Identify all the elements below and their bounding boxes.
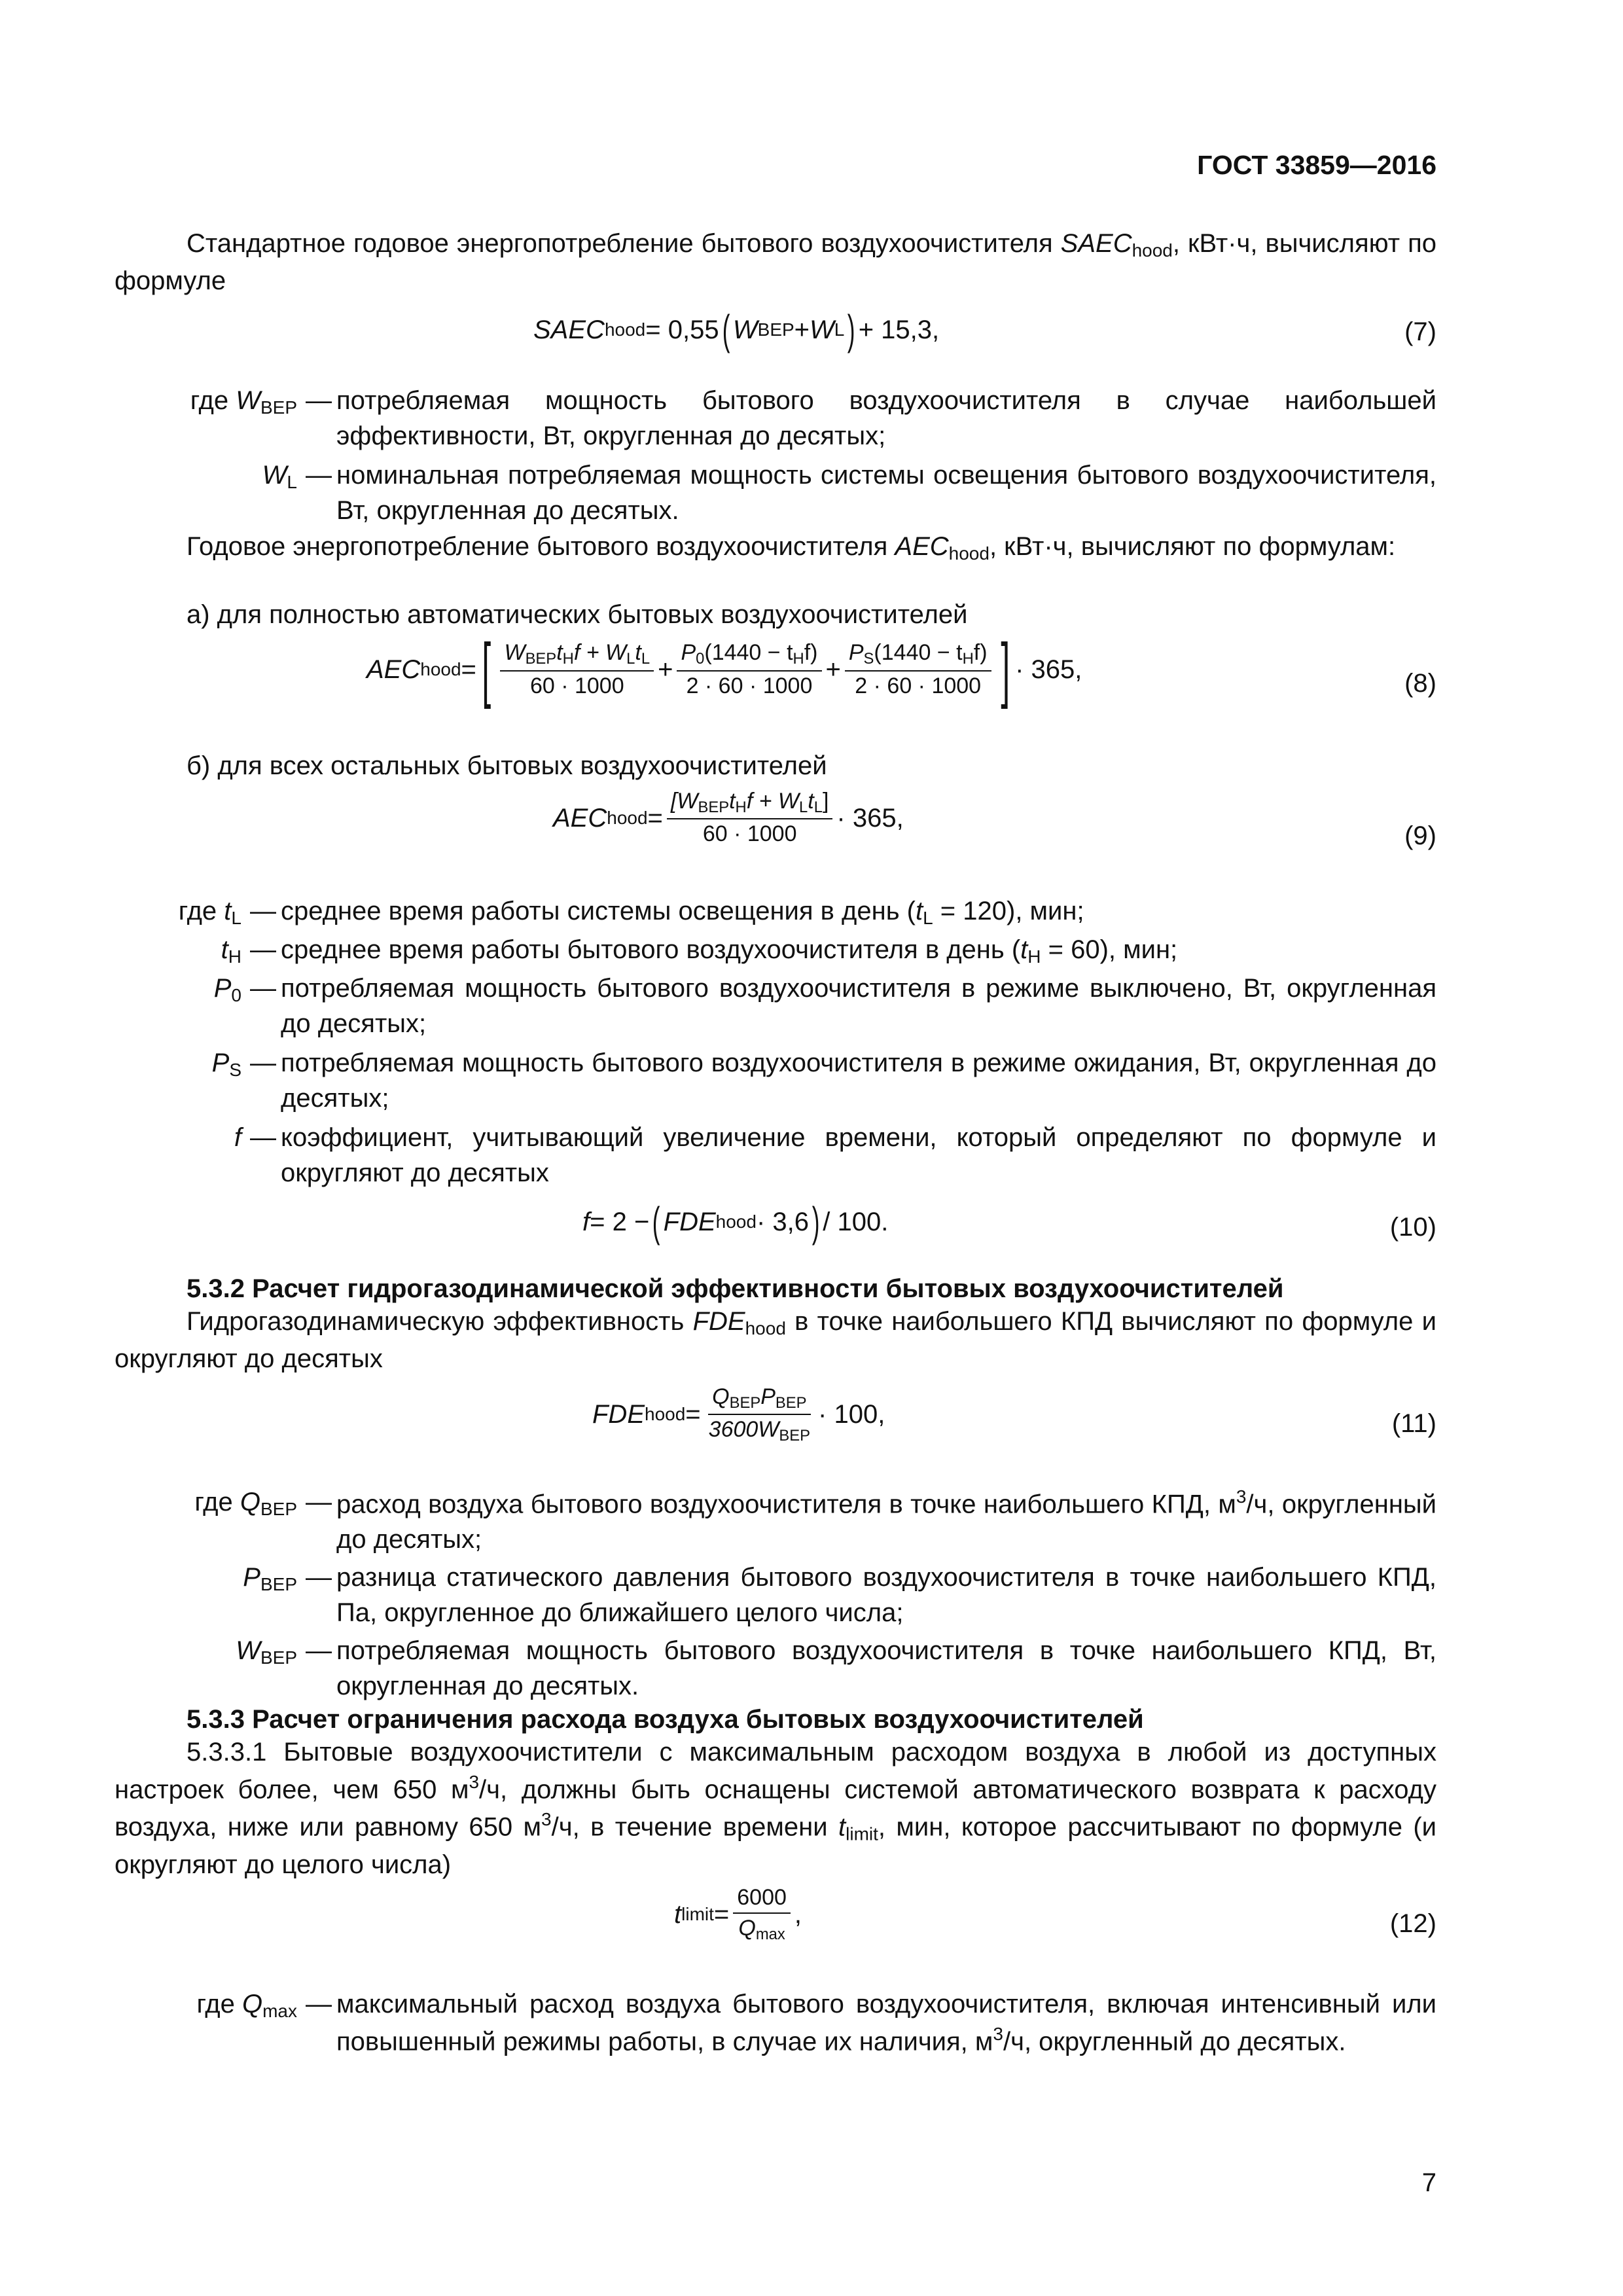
formula-8-number: (8)	[1404, 669, 1436, 698]
definition-item: f — коэффициент, учитывающий увеличение времени, который определяют по формуле и округляют до десятых	[234, 1122, 1436, 1187]
paragraph-saec-intro: Стандартное годовое энергопотребление бытового воздухоочистителя $SAEC_{hood}$, кВт·ч, вычисляют по формуле	[115, 229, 1437, 295]
formula-9-number: (9)	[1404, 821, 1436, 850]
definitions-12	[115, 1986, 1436, 2059]
definition-item: $P_{BEP}$ — разница статического давления бытового воздухоочистителя в точке наибольшего КПД, Па, округленное до ближайшего целого числа;	[243, 1563, 1436, 1628]
definition-item: $P_S$ — потребляемая мощность бытового воздухоочистителя в режиме ожидания, Вт, округленная до десятых;	[211, 1048, 1436, 1113]
paragraph-aec-intro: Годовое энергопотребление бытового воздухоочистителя $AEC_{hood}$, кВт·ч, вычисляют по формулам:	[187, 532, 1396, 564]
formula-7-number: (7)	[1404, 317, 1436, 346]
section-heading-5-3-3: 5.3.3 Расчет ограничения расхода воздуха бытовых воздухоочистителей	[187, 1705, 1144, 1734]
definitions-7	[115, 383, 1436, 528]
formula-11: FDE hood = $\frac{Q_{BEP}P_{BEP}}{3600W_{BEP}}$ · 100,	[592, 1384, 885, 1445]
definition-item: где $Q_{max}$ — максимальный расход воздуха бытового воздухоочистителя, включая интенсивный или повышенный режимы работы, в случае их наличия, $м^3/ч$, округленный до десятых.	[196, 1990, 1436, 2056]
document-header: ГОСТ 33859—2016	[1197, 150, 1436, 180]
list-item-a: а) для полностью автоматических бытовых воздухоочистителей	[187, 600, 968, 629]
definition-item: $W_{BEP}$ — потребляемая мощность бытового воздухоочистителя в точке наибольшего КПД, Вт, округленная до десятых.	[236, 1636, 1436, 1701]
formula-12: t limit = $\frac{6000}{Q_{max}}$ ,	[674, 1885, 802, 1944]
formula-12-number: (12)	[1389, 1909, 1436, 1938]
definition-item: где $t_L$ — среднее время работы системы освещения в день $(t_L = 120)$, мин;	[178, 897, 1084, 928]
formula-8: AEC hood = [ $\frac{W_{BEP}t_Hf + W_Lt_L}{60 \cdot 1000}$ + $\frac{P_0(1440 - t_Hf)}{2 \cdot 60 \cdot 1000}$ + $\frac{P_S(1440 - t_Hf)}{2 \cdot 60 \cdot 1000}$ ] · 365,	[366, 629, 1082, 709]
list-item-b: б) для всех остальных бытовых воздухоочистителей	[187, 751, 827, 780]
definitions-11	[115, 1484, 1436, 1704]
definition-item: где $Q_{BEP}$ — расход воздуха бытового воздухоочистителя в точке наибольшего КПД, $м^3/ч$, округленный до десятых;	[194, 1486, 1437, 1554]
definition-item: $P_0$ — потребляемая мощность бытового воздухоочистителя в режиме выключено, Вт, округленная до десятых;	[213, 973, 1436, 1038]
page-number: 7	[1421, 2168, 1436, 2197]
definition-item: $W_L$ — номинальная потребляемая мощность системы освещения бытового воздухоочистителя, Вт, округленная до десятых.	[262, 461, 1436, 525]
definition-item: где $W_{BEP}$ — потребляемая мощность бытового воздухоочистителя в случае наибольшей эффективности, Вт, округленная до десятых;	[190, 386, 1436, 450]
paragraph-tlimit-intro: 5.3.3.1 Бытовые воздухоочистители с максимальным расходом воздуха в любой из доступных настроек более, чем 650 $м^3/ч$, должны быть оснащены системой автоматического возврата к расходу воздуха, ниже или равному 650 $м^3/ч$, в течение времени $t_{limit}$, мин, которое рассчитывают по формуле (и округляют до целого числа)	[115, 1738, 1437, 1879]
formula-10-number: (10)	[1389, 1213, 1436, 1242]
formula-7: SAEC hood = 0,55 ( W BEP + W L ) + 15,3,	[533, 306, 940, 353]
formula-9: AEC hood = $\frac{[W_{BEP}t_Hf + W_Lt_L]}{60 \cdot 1000}$ · 365,	[553, 789, 904, 847]
definition-item: $t_H$ — среднее время работы бытового воздухоочистителя в день $(t_H = 60)$, мин;	[221, 935, 1178, 967]
formula-11-number: (11)	[1391, 1409, 1436, 1438]
definitions-9	[115, 893, 1436, 1191]
formula-10: f = 2 − ( FDE hood · 3,6 ) / 100.	[582, 1198, 889, 1246]
paragraph-fde-intro: Гидрогазодинамическую эффективность $FDE_{hood}$ в точке наибольшего КПД вычисляют по формуле и округляют до десятых	[115, 1307, 1436, 1373]
section-heading-5-3-2: 5.3.2 Расчет гидрогазодинамической эффективности бытовых воздухоочистителей	[187, 1274, 1284, 1303]
